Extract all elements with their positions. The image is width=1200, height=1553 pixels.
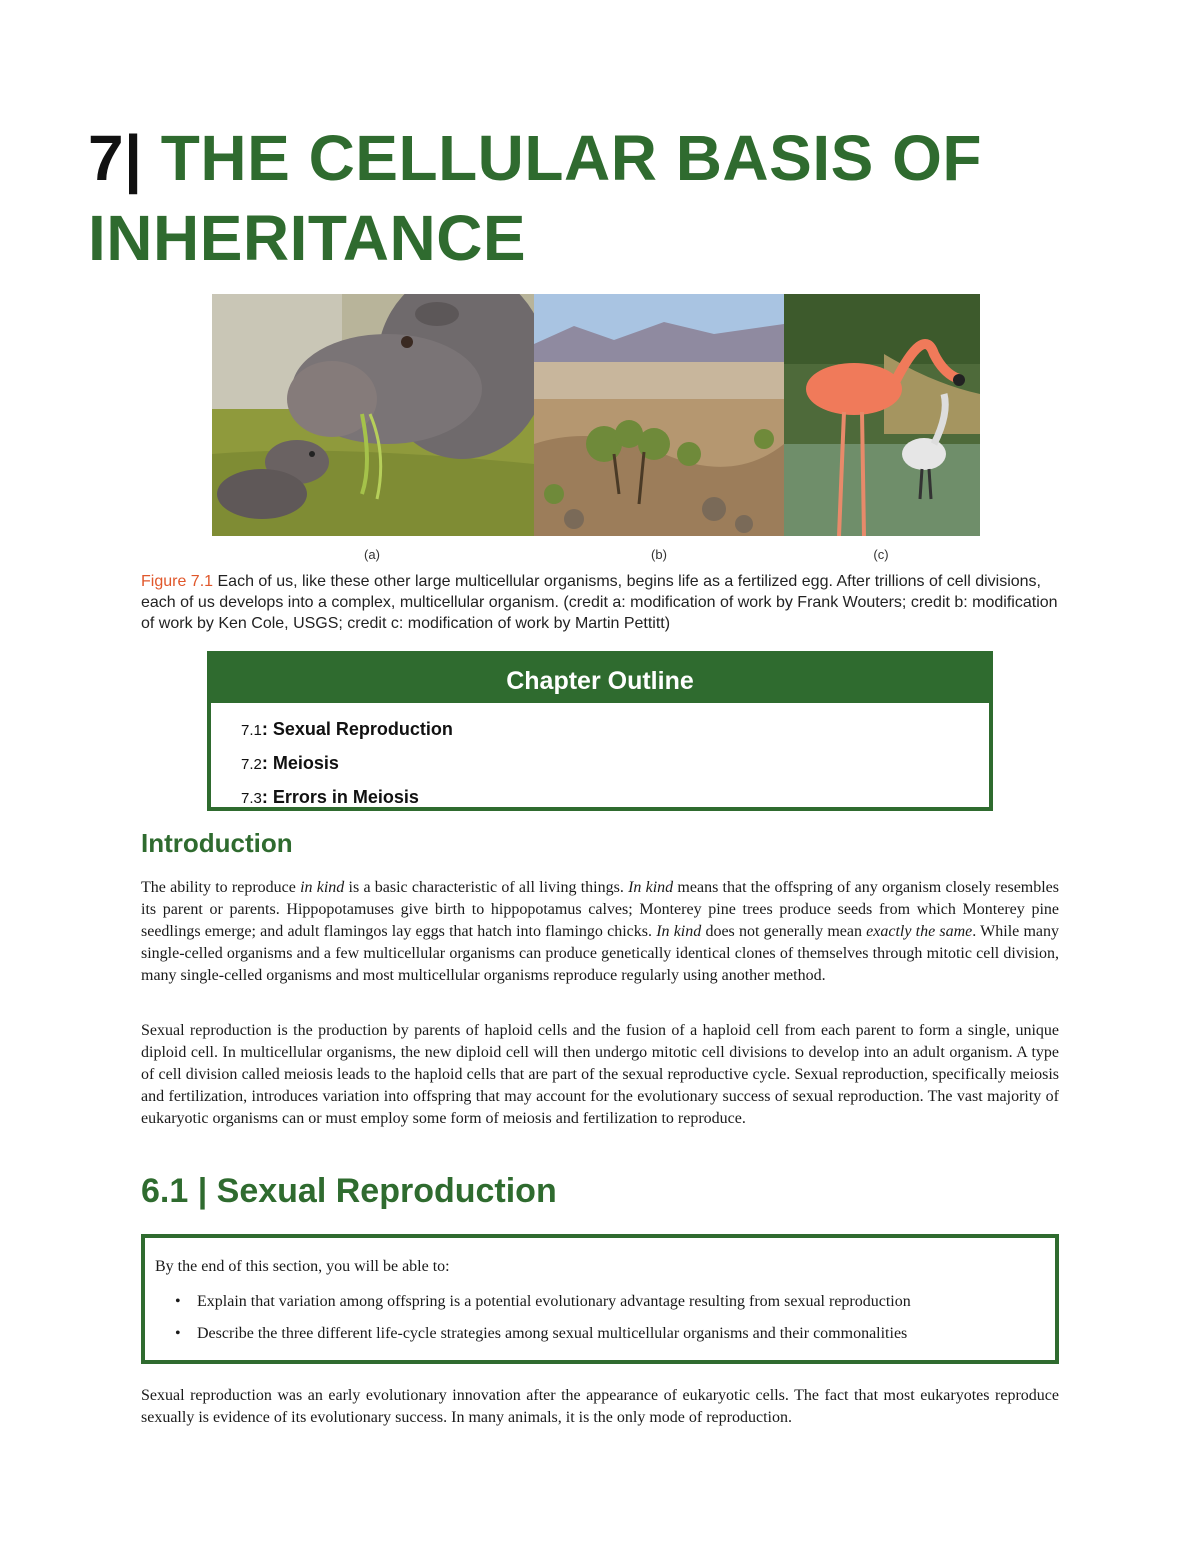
chapter-number: 7| [88, 122, 143, 194]
figure-7-1 [212, 294, 980, 536]
outline-item-title: : Errors in Meiosis [261, 787, 419, 807]
outline-item-7-3[interactable] [241, 781, 989, 815]
objective-text: Describe the three different life-cycle strategies among sexual multicellular organisms and their commonalities [197, 1325, 908, 1342]
bullet-icon: • [175, 1325, 181, 1342]
chapter-title [88, 118, 1088, 278]
chapter-outline-header: Chapter Outline [211, 655, 989, 703]
outline-item-7-1[interactable] [241, 713, 989, 747]
figure-reference: Figure 7.1 [141, 573, 214, 590]
objective-item [175, 1286, 1055, 1318]
outline-item-number: 7.3 [241, 790, 262, 807]
objective-text: Explain that variation among offspring is a potential evolutionary advantage resulting from sexual reproduction [197, 1293, 911, 1310]
figure-panel-label-c: (c) [873, 547, 889, 562]
outline-item-number: 7.2 [241, 756, 262, 773]
section-paragraph-1: Sexual reproduction was an early evolutionary innovation after the appearance of eukaryotic cells. The fact that most eukaryotes reproduce sexually is evidence of its evolutionary success. In many animals, it is the only mode of reproduction. [141, 1387, 1059, 1426]
figure-panel-b-desert-image [534, 294, 784, 536]
text-run: is a basic characteristic of all living things. [344, 879, 629, 896]
bullet-icon: • [175, 1293, 181, 1310]
objective-item [175, 1318, 1055, 1350]
outline-item-title: : Meiosis [261, 753, 339, 773]
text-run: does not generally mean [701, 923, 867, 940]
chapter-outline-box [207, 651, 993, 811]
emphasis-text: In kind [628, 879, 674, 896]
text-run: means that the offspring of any organism closely resembles its parent or parents. Hippopotamuses give birth to hippopotamus calves; Monterey pine trees produce seeds from which Monterey pine seedlings emerge; and adult flamingos lay eggs that hatch into flamingo chicks. [141, 879, 1060, 940]
chapter-title-text: THE CELLULAR BASIS OF INHERITANCE [88, 122, 982, 274]
outline-item-title: : Sexual Reproduction [261, 719, 453, 739]
figure-caption-text: Each of us, like these other large multicellular organisms, begins life as a fertilized egg. After trillions of cell divisions, each of us develops into a complex, multicellular organism. (credit a: modification of work by Frank Wouters; credit b: modification of work by Ken Cole, USGS; credit c: modification of work by Martin Pettitt) [141, 573, 1058, 632]
figure-caption [141, 571, 1066, 634]
figure-panel-a-hippo-image [212, 294, 534, 536]
text-run: . While many single-celled organisms and a few multicellular organisms can produce genetically identical clones of themselves through mitotic cell division, many single-celled organisms and most multicellular organisms reproduce regularly using another method. [141, 923, 1059, 984]
objectives-list [155, 1286, 1055, 1350]
emphasis-text: In kind [656, 923, 702, 940]
section-heading: 6.1 | Sexual Reproduction [141, 1172, 557, 1210]
emphasis-text: exactly the same [866, 923, 973, 940]
introduction-heading: Introduction [141, 828, 293, 858]
outline-item-number: 7.1 [241, 722, 262, 739]
figure-panel-c-flamingo-image [784, 294, 980, 536]
emphasis-text: in kind [300, 879, 345, 896]
figure-panel-label-b: (b) [651, 547, 667, 562]
text-run: The ability to reproduce [141, 879, 301, 896]
introduction-paragraph-2: Sexual reproduction is the production by parents of haploid cells and the fusion of a haploid cell from each parent to form a single, unique diploid cell. In multicellular organisms, the new diploid cell will then undergo mitotic cell divisions to develop into an adult organism. A type of cell division called meiosis leads to the haploid cells that are part of the sexual reproductive cycle. Sexual reproduction, specifically meiosis and fertilization, introduces variation into offspring that may account for the evolutionary success of sexual reproduction. The vast majority of eukaryotic organisms can or must employ some form of meiosis and fertilization to reproduce. [141, 1022, 1059, 1127]
objectives-intro: By the end of this section, you will be able to: [155, 1258, 450, 1275]
figure-panel-label-a: (a) [364, 547, 380, 562]
chapter-outline-list [211, 703, 989, 815]
introduction-paragraph-1 [141, 877, 1059, 987]
outline-item-7-2[interactable] [241, 747, 989, 781]
learning-objectives-box [141, 1234, 1059, 1364]
